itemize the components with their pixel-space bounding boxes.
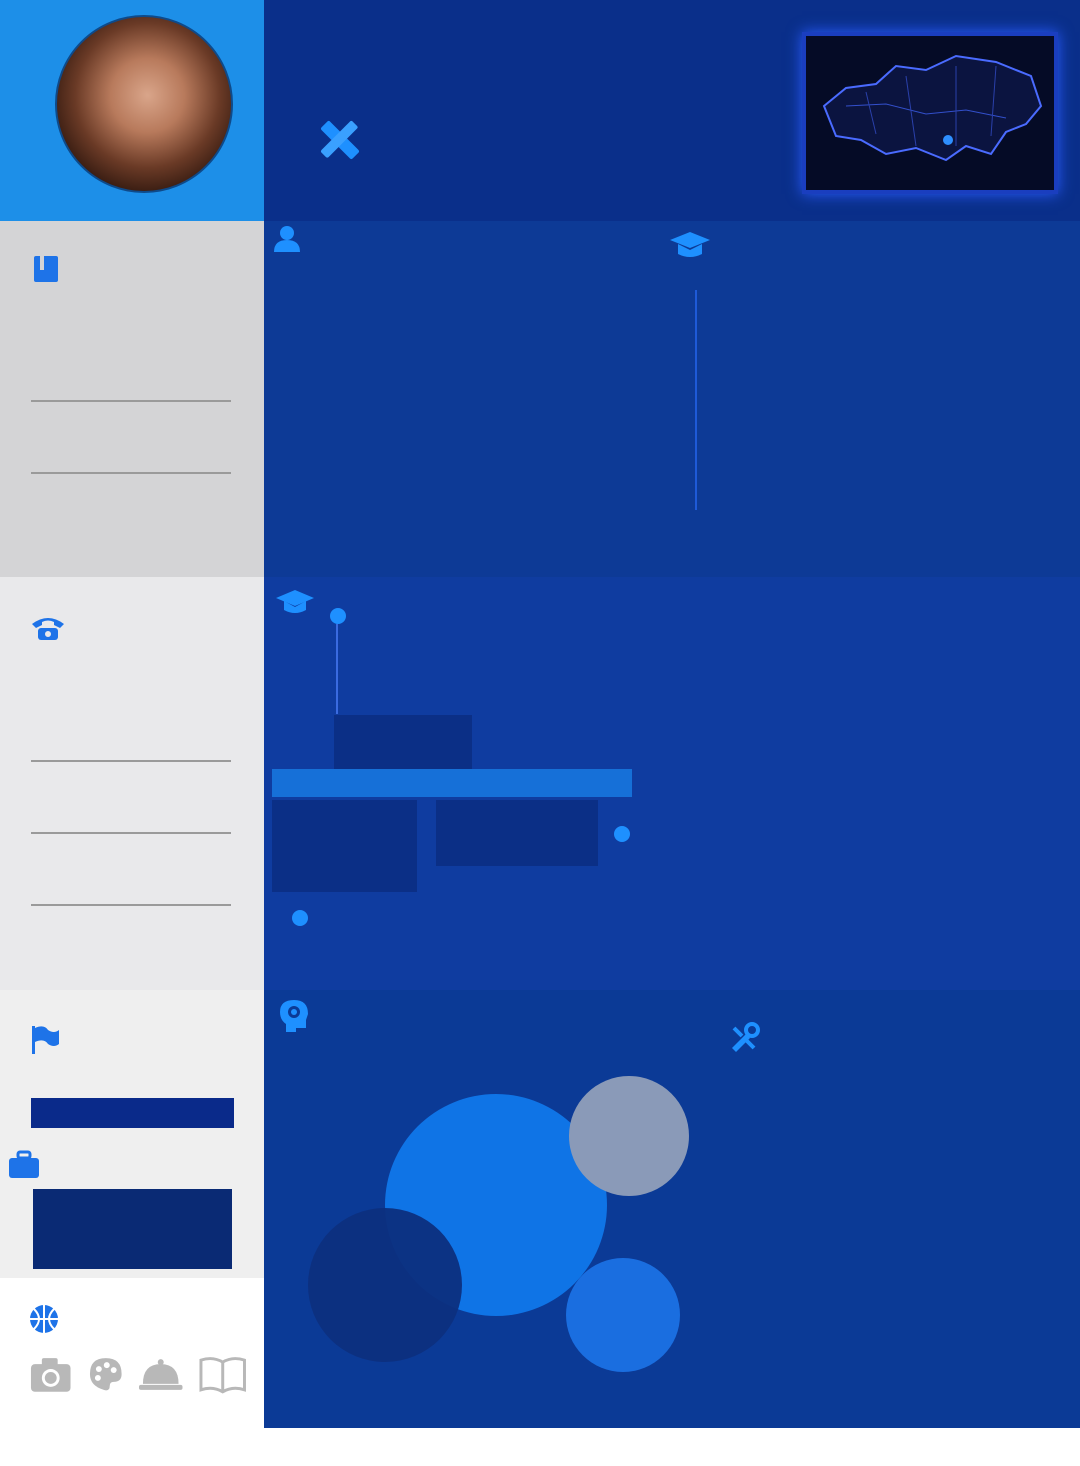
divider	[31, 400, 231, 402]
timeline-dot	[614, 826, 630, 842]
ruler-pencil-icon	[314, 114, 366, 166]
avatar	[55, 15, 233, 193]
milestone-box-year3	[436, 800, 598, 866]
graduation-cap-icon	[668, 230, 712, 260]
phone-icon	[30, 614, 66, 642]
head-gear-icon	[278, 998, 310, 1032]
divider	[31, 760, 231, 762]
milestone-box-year2	[334, 715, 472, 769]
years-bar	[272, 769, 632, 797]
user-icon	[272, 224, 302, 254]
divider	[31, 832, 231, 834]
hobby-panel	[0, 1278, 264, 1428]
bubble-science	[569, 1076, 689, 1196]
timeline-connector	[336, 624, 338, 714]
russia-map	[802, 32, 1058, 194]
timeline-dot	[330, 608, 346, 624]
palette-icon	[86, 1354, 126, 1394]
briefcase-icon	[8, 1150, 40, 1180]
book-icon	[197, 1354, 248, 1394]
language-level-fill	[31, 1098, 234, 1128]
graduation-cap-icon	[274, 588, 316, 616]
language-level-bar	[31, 1098, 234, 1128]
career-card	[33, 1189, 232, 1269]
about-panel	[264, 221, 1080, 577]
bubble-marketing	[308, 1208, 462, 1362]
basketball-icon	[28, 1303, 60, 1335]
bookmark-icon	[32, 254, 60, 284]
hobby-icons	[28, 1354, 248, 1398]
milestone-box-year1	[272, 800, 417, 892]
tools-icon	[728, 1022, 760, 1054]
cloche-icon	[137, 1354, 184, 1394]
divider	[31, 904, 231, 906]
education-line	[695, 290, 697, 510]
bubble-media	[566, 1258, 680, 1372]
divider	[31, 472, 231, 474]
timeline-dot	[292, 910, 308, 926]
flag-icon	[30, 1024, 60, 1056]
camera-icon	[28, 1354, 74, 1394]
